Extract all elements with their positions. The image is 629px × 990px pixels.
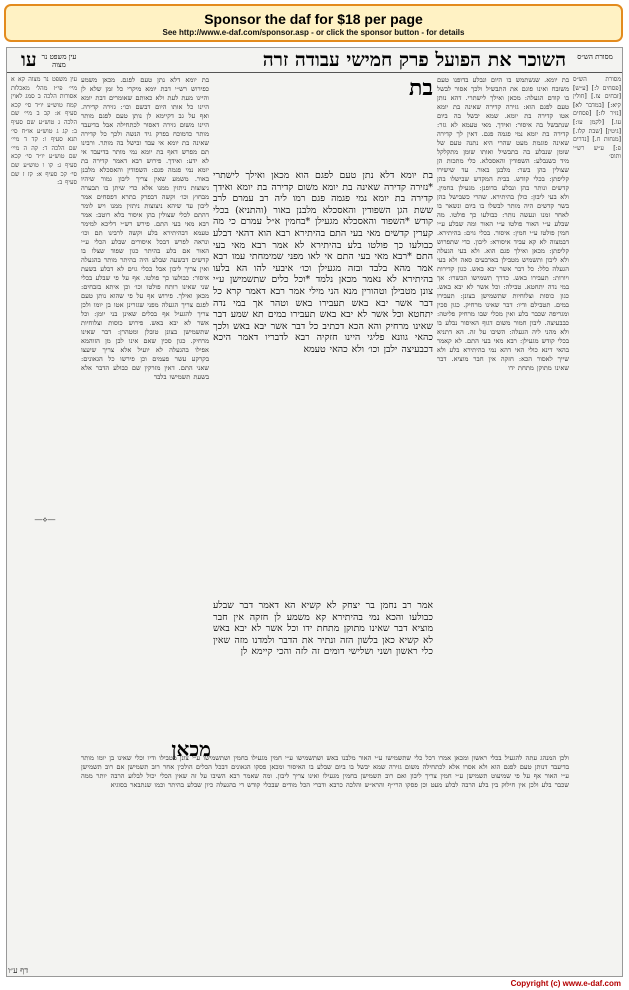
gemara-lower-text: אמר רב נחמן בר יצחק לא קשיא הא דאמר דבר שבלע כבולעו והכא נמי בהיתירא קא משמע לן חזקה אין חבר מוציא דבר שאינו מתוקן מתחת ידו וכל אשר לא יבא באש לא קשיא כאן בלשון הזה ונתיר את הדבר ולמדנו מזה שאין כלי ראשון ושני ושלישי דומים זה לזה והכי קיימא לן [213,600,433,658]
sponsor-subtitle[interactable]: See http://www.e-daf.com/sponsor.asp - or click the sponsor button - for details [162,28,465,37]
page-signature: דף ע״ו [8,966,29,975]
ornament-divider: —⟡— [34,515,56,524]
masoret-label: מסורת הש״ס [577,53,613,61]
sponsor-title[interactable]: Sponsor the daf for $18 per page [204,11,423,27]
bottom-commentary: ולכן המנהג עתה להגעיל בכלי ראשון ומכאן אמרו דכל כלי שתשמישו ע״י האור מלבנו באש ושתשמישו ע״י חמין מגעילו בחמין ושתשמישו ע״י צונן מטבילו ודיו וכלי שאינו בן יומו מותר בדיעבד דנותן טעם לפגם הוא ולא אסרו אלא לכתחילה משום גזירה שמא יבשל בו ביום שבלע בו האיסור ומכאן פסקו הגאונים דבכל הכלים הולכין אחר רוב תשמישן אם רוב תשמישן ע״י האור אף על פי שמיעוט תשמישן ע״י חמין צריך ליבון ואם רוב תשמישן בחמין מגעילו ואינו צריך ליבון. ומה שאמר רבא השיבו על זה שאין הכלי יכול לבלוע הרבה יותר ממה שכבר בלע ולכן אין חילוק בין בלע הרבה לבלע מעט וכן פסקו הרי״ף והרא״ש והלכה כרבא ודברי הכל מודים שבכלי קודש די בהגעלה כיון שבלע בהיתר וכמו שנתבאר בסוגיא [81,754,569,789]
tosafot-commentary: בת יומא דלא נתן טעם לפגם. מכאן משמע כפירוש רש״י דבת יומא מיקרי כל זמן שלא לן והיינו מעת לעת ולא כאותם שאומרים דבת יומא היינו כל אותו היום דבשם וכו׳: גזירה קדירה. ואף על גב דקיימא לן נותן טעם לפגם מותר היינו משום גזירה דאסור לכתחילה אבל בדיעבד מותר כדמוכח בפרק גיד הנשה ולכך כל קדירה שאינה בת יומא אי עבד ובישל בה מותר. ורבינו תם מפרש דאף בת יומא נמי מותר בדיעבד אי לא ידע: ואידך. פירוש רבא דאמר קדירה בת יומא נמי פגמה פגם: השפודין והאסכלא מלבנן באור. משמע שאין צריך ליבון גמור שיהיו ניצוצות ניתזין ממנו אלא כדי שיתן בו תבערה מבחוץ וכו׳ וקשה דבפרק בתרא דפסחים אמר ליבון עד שיהא ניצוצות ניתזין ממנו ויש לומר דהתם לכלי שצולין בהן איסור בלא רוטב: אמר רבא מאי בעי התם. פירש רש״י דליכא למימר טעמא דבהיתירא בלע וקשה לרבינו תם וכו׳ ונראה לפרש דבכל איסורים שבלע הכלי ע״י האור אם בלע בהיתר כגון שפוד שצלו בו קדשים דבשעה שבלע היה בהיתר מותר בהגעלה ואין צריך ליבון אבל בכלי גוים לא דבלע בשעת איסור: כבולעו כך פולטו. אף על פי שבלע בכלי שני שאינו רותח פולטו וכו׳ וכן איתא בזבחים: מכאן ואילך. פירוש אף על פי שהוא נותן טעם לפגם צריך הגעלה מפני שגזרינן אטו בן יומו ולכן צריך להגעיל אף בכלים שאינן בני יומן: וכל אשר לא יבא באש. פירוש כוסות וצלוחיות שתשמישן בצונן טובלן ומטהרן: דבר שאינו מרחיק. כגון סכין שאם אינו לבן מן הזוהמא אפילו בהגעלה לא יועיל אלא צריך שיעצו בקרקע עשר פעמים וכן פירשו כל הגאונים: שאני התם. דאין מזרקין שם כבולע הדבר אלא בשעת תשמישו בלבד [81,76,209,381]
right-margin-notes: מסורת הש״ס [פסחים ל:] [ע״ש] [זבחים צז.] [חולין קיא:] [במדבר לא] [נזיר לז:] [פסחים עו.] [לקמן עו:] [גיטין] [שבת קלז.] [מנחות ח.] [נדרים פ:] ע״ש רש״י ותוס׳ [573,76,621,161]
header-rule [7,72,622,73]
rashi-commentary: בת יומא. שנשתמש בו היום ונבלע בדופנו טעם משובח ואינו פוגם את התבשיל ולכך אסור לבשל בו קודם הגעלה: מכאן ואילך לישתרי. דהא נותן טעם לפגם הוא: גזירה קדירה שאינה בת יומא אטו קדירה בת יומא. שמא יבשל בה ביום שנתבשל בה איסור: ואידך. מאי טעמא לא גזר: קדירה בת יומא נמי פגמה פגם. דאין לך קדירה שאינה פוגמת מעט שהרי היא נתנה טעם של שומן שנבלע בה בתבשיל ואותו שומן מתקלקל מיד כשנבלע: השפודין והאסכלא. כלי מתכות הן שצולין בהן בשר: מלבנן באור. עד שישירו קליפתן: בכלי קודש. בבית המקדש שבישלו בהן קדשים ונותר בהן ונבלע בדופנן: מגעילן בחמין. ולא בעי ליבון: כולן בהיתירא. שהרי כשבישל בהן בשר קדשים היה מותר לבשלו בו ביום ונשאר בו לאחר זמנו ונעשה נותר: כבולעו כך פולטו. מה שבלע ע״י האור פולטו ע״י האור ומה שבלע ע״י חמין פולטו ע״י חמין: איסור. בכלי גוים: בהיתירא. דבמצוה לא קא עביד איסורא: ליבון. כדי שתפרוש קליפתן: מכאן ואילך פגם הוא. ולא בעי הגעלה ולא ליבון ותשמיש מטבילן בארבעים סאה ולא בעי הגעלה כלל: כל דבר אשר יבא באש. כגון קדירות ויורות: תעבירו באש. כדרך תשמישו הכשרו: אך במי נדה יתחטא. טבילה: וכל אשר לא יבא באש. כגון כוסות וצלוחיות שתשמישן בצונן: תעבירו במים. תטבילם ודיו: דבר שאינו מרחיק. כגון סכין ומגריפה שכבר בלע ואין מכלי שבו מרחיק פליטה: כבבעיצה. ליבון חמור משום דגוף האיסור נבלע בו ולא מהני ליה הגעלה: השיבו על זה. הא דתניא בכלי קודש מגעילן: רבא מאי בעי התם. לא קאמר בהאי דינא כולי האי דהא נמי בהיתירא בלע ולא שייך לאסור הכא: חזקה אין חבר מוציא. דבר שאינו מתוקן מתחת ידו [437,76,569,372]
running-head: השוכר את הפועל פרק חמישי עבודה זרה [262,49,566,71]
ein-mishpat-label: עין משפט נר מצוה [41,53,77,69]
sponsor-banner[interactable] [4,4,623,42]
gemara-text: בת יומא דלא נתן טעם לפגם הוא מכאן ואילך לישתרי *נזירה קדירה שאינה בת יומא משום קדירה בת יומא ואידך קדירה בת יומא נמי פגמה פגם רמו ליה רב עמרם לרב ששת הגן השפודין והאסכלא מלבנן באור (והתניא) בכלי קודש *השפוד והאסכלא מגעילן *בחמין א״ל עמרם כי מה קערין קדשים מאי בעי התם בהיתירא רבא הוא דהאי דבלע כבולעו כך פולטו בלע בהיתירא לא אמר רבא מאי בעי התם *רבא מאי בעי התם אי לאו מפני שמימחתי עמו רבא אמר מהא בלבד ובזה מגעילן וכו׳ איבעי להו הא בלעו בהיתירא לא נאמר מכאן נלמד *וכל כלים שתשמישן ע״י צונן מטבילן וטהורין מנא הני מילי אמר רבא דאמר קרא כל דבר אשר יבא באש תעבירו באש וטהר אך במי נדה יתחטא וכל אשר לא יבא באש תעבירו במים תא שמע דבר שאינו מרחיק והא הכא דכתיב כל דבר אשר יבא באש ולכך כהאי גוונא פליגי היינו חזקיה רבא לדבריו דאמר היכא דכבעיצה ילבן וכו׳ ולא כהאי טעמא [213,170,433,355]
left-margin-notes: עין משפט נר מצוה קא א מיי׳ פי״ז מהל׳ מאכלות אסורות הלכה ב סמג לאוין קמח טוש״ע יו״ד סי׳ קכא סעיף א: קב ב מיי׳ שם הלכה ג טוש״ע שם סעיף ב: קג ג טוש״ע או״ח סי׳ תנא סעיף ו: קד ד מיי׳ שם הלכה ד: קה ה מיי׳ שם טוש״ע יו״ד סי׳ קכא סעיף ג: קו ו טוש״ע שם סי׳ קכ סעיף א: קז ז שם סעיף ב: [11,76,77,187]
copyright-footer[interactable]: Copyright (c) www.e-daf.com [510,979,621,988]
page-header [7,48,622,72]
leaf-number: עו [21,49,37,71]
talmud-page [6,47,623,977]
gemara-opening-word: בת [408,75,433,101]
mavo-heading: מכאן [171,737,211,761]
